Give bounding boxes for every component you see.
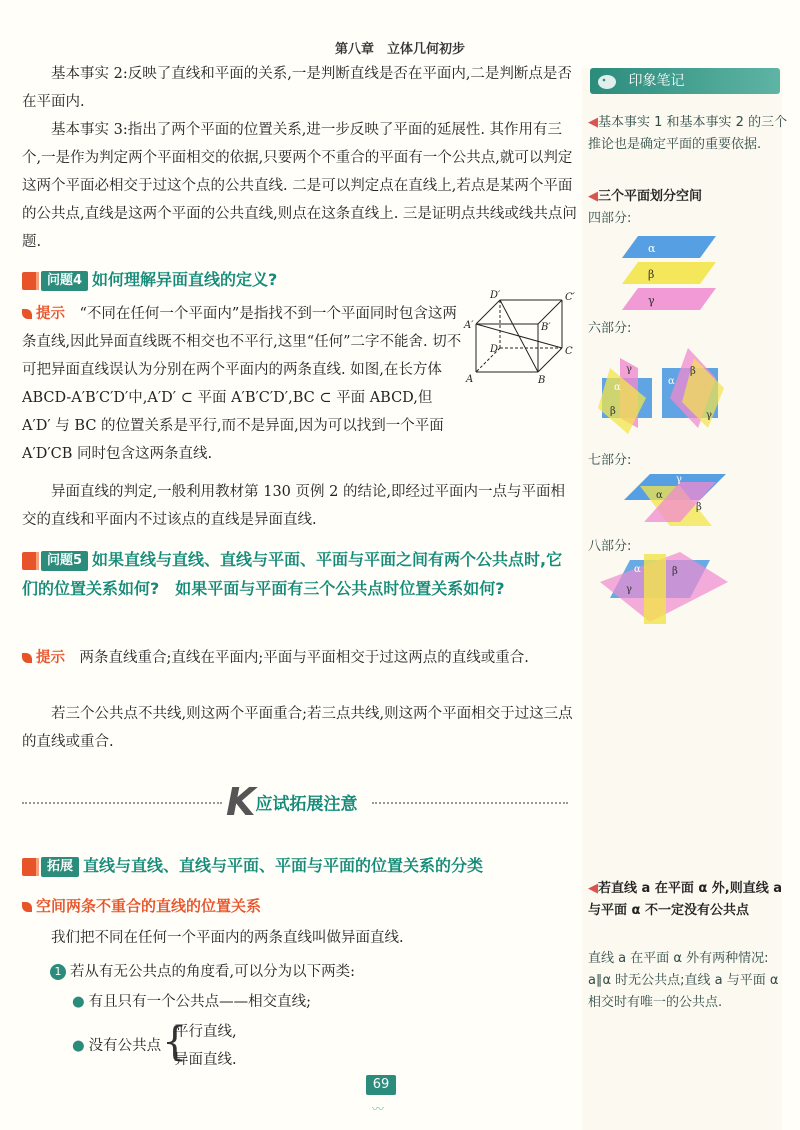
label-beta: β bbox=[648, 268, 655, 281]
paragraph-fact-3: 基本事实 3:指出了两个平面的位置关系,进一步反映了平面的延展性. 其作用有三个,一是作为判定两个平面相交的依据,只要两个不重合的平面有一个公共点,就可以判定这两个平面必相交于过这个点的公共直线. 二是可以判定点在直线上,若点是某两个平面的公共点,直线是这两个平面的公共直线,则点在这条直线上. 三是证明点共线或线共点问题. bbox=[22, 122, 577, 250]
section-1-title: 空间两条不重合的直线的位置关系 bbox=[22, 892, 577, 921]
label-seven-parts: 七部分: bbox=[588, 453, 632, 468]
label-beta: β bbox=[672, 566, 678, 577]
label-beta: β bbox=[610, 406, 616, 417]
four-parts-figure bbox=[620, 232, 720, 312]
chapter-header: 第八章 立体几何初步 bbox=[334, 42, 465, 57]
label-six-parts: 六部分: bbox=[588, 321, 632, 336]
seven-parts-figure bbox=[620, 470, 730, 530]
vertex-label-a: A bbox=[466, 374, 474, 385]
sidebar-note-3: ◀若直线 a 在平面 α 外,则直线 a 与平面 α 不一定没有公共点 bbox=[588, 881, 783, 918]
extension-title: 直线与直线、直线与平面、平面与平面的位置关系的分类 bbox=[83, 856, 484, 875]
book-icon bbox=[22, 552, 39, 570]
question-4-label: 问题4 bbox=[41, 271, 88, 291]
label-four-parts: 四部分: bbox=[588, 211, 632, 226]
label-gamma: γ bbox=[626, 364, 632, 375]
label-beta: β bbox=[690, 366, 696, 377]
question-4-tip: 提示 “不同在任何一个平面内”是指找不到一个平面同时包含这两条直线,因此异面直线既不相交也不平行,这里“任何”二字不能舍. 切不可把异面直线误认为分别在两个平面内的两条直线. 如图,在长方体 ABCD-A′B′C′D′中,A′D′ ⊂ 平面 A′B′C′D′,BC ⊂ 平面 ABCD,但 A′D′ 与 BC 的位置关系是平行,而不是异面,因为可以找到一个平面 A′D′CB 同时包含这两条直线. bbox=[22, 306, 462, 462]
bullet-2-option-skew: 异面直线. bbox=[174, 1052, 237, 1068]
extension-heading bbox=[22, 852, 577, 881]
vertex-label-a1: A′ bbox=[464, 320, 474, 331]
label-eight-parts: 八部分: bbox=[588, 539, 632, 554]
bullet-2-lead: ● 没有公共点 bbox=[72, 1038, 162, 1054]
triangle-icon: ◀ bbox=[588, 115, 598, 130]
label-beta: β bbox=[696, 502, 702, 513]
label-gamma: γ bbox=[648, 294, 655, 307]
notes-tab bbox=[590, 68, 780, 94]
bullet-icon: ● bbox=[72, 994, 85, 1010]
section-1-paragraph: 我们把不同在任何一个平面内的两条直线叫做异面直线. bbox=[51, 930, 404, 946]
sidebar-note-3-body: 直线 a 在平面 α 外有两种情况: a∥α 时无公共点;直线 a 与平面 α 相交时有唯一的公共点. bbox=[588, 951, 779, 1010]
vertex-label-c1: C′ bbox=[565, 292, 575, 303]
question-5-heading bbox=[22, 546, 577, 604]
sidebar-note-2: ◀三个平面划分空间 bbox=[588, 189, 703, 204]
question-5-tip: 提示 两条直线重合;直线在平面内;平面与平面相交于过这两点的直线或重合. bbox=[22, 644, 577, 672]
cuboid-figure bbox=[462, 290, 577, 385]
bullet-2-option-parallel: 平行直线, bbox=[174, 1024, 237, 1040]
eight-parts-figure bbox=[600, 552, 730, 627]
question-5-title: 如果直线与直线、直线与平面、平面与平面之间有两个公共点时,它们的位置关系如何? 如果平面与平面有三个公共点时位置关系如何? bbox=[22, 550, 563, 598]
triangle-icon: ◀ bbox=[588, 881, 598, 896]
label-alpha: α bbox=[648, 242, 656, 255]
question-4-paragraph-2: 异面直线的判定,一般利用教材第 130 页例 2 的结论,即经过平面内一点与平面相交的直线和平面内不过该点的直线是异面直线. bbox=[22, 484, 566, 528]
paragraph-fact-2: 基本事实 2:反映了直线和平面的关系,一是判断直线是否在平面内,二是判断点是否在平面内. bbox=[22, 66, 572, 110]
plane-gamma bbox=[622, 288, 716, 310]
label-gamma: γ bbox=[676, 474, 682, 485]
label-alpha: α bbox=[614, 382, 621, 393]
number-badge: 1 bbox=[50, 964, 66, 980]
divider-left bbox=[22, 802, 222, 804]
page-number: 69 bbox=[366, 1075, 396, 1095]
plane-beta bbox=[644, 554, 666, 624]
extension-label: 拓展 bbox=[41, 857, 79, 877]
banner-k-mark: K bbox=[226, 780, 256, 824]
triangle-icon: ◀ bbox=[588, 189, 598, 204]
label-gamma: γ bbox=[626, 584, 632, 595]
plane-beta bbox=[622, 262, 716, 284]
bullet-icon: ● bbox=[72, 1038, 85, 1054]
vertex-label-c: C bbox=[565, 346, 573, 357]
leaf-icon bbox=[22, 902, 32, 912]
label-alpha: α bbox=[656, 490, 663, 501]
plane-alpha bbox=[622, 236, 716, 258]
leaf-icon bbox=[22, 653, 32, 663]
six-parts-figure bbox=[598, 348, 778, 438]
book-icon bbox=[22, 272, 39, 290]
label-alpha: α bbox=[668, 376, 675, 387]
sidebar-note-1: ◀基本事实 1 和基本事实 2 的三个推论也是确定平面的重要依据. bbox=[588, 115, 788, 152]
footer-ornament-icon: 〰 bbox=[372, 1102, 385, 1116]
book-icon bbox=[22, 858, 39, 876]
bullet-1: ● 有且只有一个公共点——相交直线; bbox=[72, 994, 312, 1010]
vertex-label-d: D bbox=[490, 344, 499, 355]
banner-title: 应试拓展注意 bbox=[255, 794, 358, 815]
label-gamma: γ bbox=[706, 410, 712, 421]
vertex-label-b1: B′ bbox=[541, 322, 551, 333]
notes-title: 印象笔记 bbox=[628, 73, 685, 89]
item-1: 1 若从有无公共点的角度看,可以分为以下两类: bbox=[50, 958, 550, 986]
question-4-title: 如何理解异面直线的定义? bbox=[92, 270, 278, 289]
vertex-label-b: B bbox=[538, 375, 546, 385]
divider-right bbox=[372, 802, 568, 804]
label-alpha: α bbox=[634, 564, 641, 575]
question-5-paragraph-2: 若三个公共点不共线,则这两个平面重合;若三点共线,则这两个平面相交于过这三点的直线或重合. bbox=[22, 706, 573, 750]
vertex-label-d1: D′ bbox=[490, 290, 501, 301]
elephant-icon bbox=[596, 72, 618, 90]
leaf-icon bbox=[22, 309, 32, 319]
section-banner bbox=[226, 780, 358, 824]
question-5-label: 问题5 bbox=[41, 551, 88, 571]
brace-icon: { bbox=[162, 1019, 188, 1065]
